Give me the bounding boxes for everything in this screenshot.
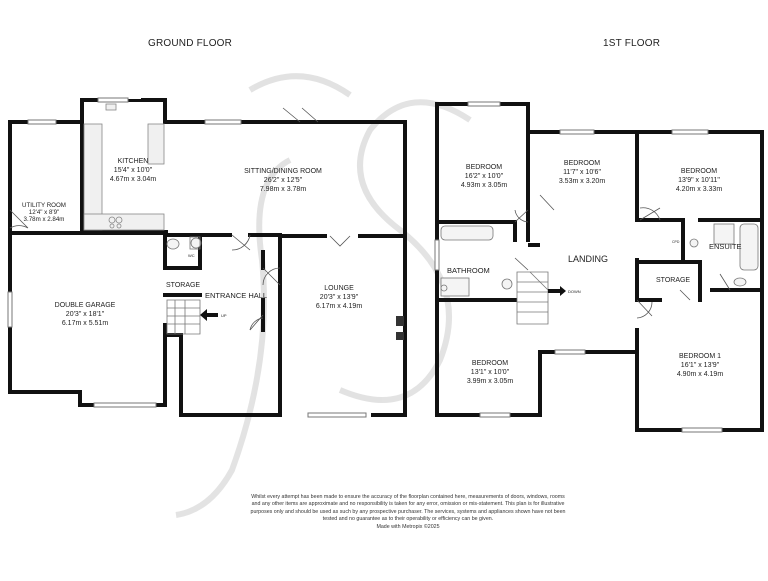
bed-b-metric: 3.53m x 3.20m bbox=[558, 178, 606, 185]
bed-b-name: BEDROOM bbox=[563, 160, 601, 167]
kitchen-imperial: 15'4" x 10'0" bbox=[113, 167, 153, 174]
sitting-name: SITTING/DINING ROOM bbox=[244, 168, 322, 175]
bed-a-metric: 4.93m x 3.05m bbox=[460, 182, 508, 189]
garage-metric: 6.17m x 5.51m bbox=[61, 320, 109, 327]
bed-1-name: BEDROOM 1 bbox=[678, 353, 722, 360]
up-arrow bbox=[200, 309, 218, 321]
utility-name: UTILITY ROOM bbox=[22, 202, 66, 209]
first-floor-stairs bbox=[517, 272, 548, 324]
first-floor-title: 1ST FLOOR bbox=[603, 38, 661, 49]
ensuite-label: ENSUITE bbox=[709, 242, 742, 251]
utility-metric: 3.78m x 2.84m bbox=[23, 216, 65, 223]
ground-floor-windows bbox=[8, 98, 366, 417]
disclaimer-text: Whilst every attempt has been made to ensure the accuracy of the floorplan contained here, measurements of doors, windows, rooms and any other items are approximate and no responsibility is taken for any error, omission or mis-statement. This plan is for illustrative purposes only and should be used as such by any prospective purchaser. The services, systems and appliances shown have not been tested and no guarantee as to their operability or efficiency can be given. bbox=[250, 494, 566, 523]
bathroom-fixtures bbox=[441, 226, 512, 296]
garage-imperial: 20'3" x 18'1" bbox=[65, 311, 105, 318]
storage-ground-label: STORAGE bbox=[166, 282, 201, 289]
lounge-imperial: 20'3" x 13'9" bbox=[319, 294, 359, 301]
credit-text: Made with Metropix ©2025 bbox=[376, 523, 440, 530]
first-floor-doors bbox=[515, 195, 730, 318]
bed-1-imperial: 16'1" x 13'9" bbox=[680, 362, 720, 369]
bed-c-imperial: 13'9" x 10'11" bbox=[678, 177, 720, 184]
bed-a-imperial: 16'2" x 10'0" bbox=[464, 173, 504, 180]
bed-d-imperial: 13'1" x 10'0" bbox=[470, 369, 510, 376]
cupboard-label: CPD bbox=[672, 240, 680, 244]
ground-stairs bbox=[167, 300, 200, 334]
kitchen-name: KITCHEN bbox=[117, 158, 149, 165]
down-label: DOWN bbox=[568, 289, 581, 294]
storage-first-label: STORAGE bbox=[656, 277, 691, 284]
sitting-metric: 7.98m x 3.78m bbox=[259, 186, 307, 193]
bed-b-imperial: 11'7" x 10'6" bbox=[563, 169, 601, 176]
bed-d-name: BEDROOM bbox=[471, 360, 509, 367]
wc-label: WC bbox=[188, 253, 195, 258]
ground-floor-title: GROUND FLOOR bbox=[148, 38, 233, 49]
lounge-name: LOUNGE bbox=[324, 285, 354, 292]
entrance-hall-label: ENTRANCE HALL bbox=[205, 291, 268, 300]
fireplace bbox=[396, 316, 404, 340]
down-arrow bbox=[548, 286, 566, 296]
ground-floor-walls bbox=[10, 98, 405, 415]
landing-label: LANDING bbox=[568, 254, 609, 264]
bed-a-name: BEDROOM bbox=[465, 164, 503, 171]
garage-name: DOUBLE GARAGE bbox=[54, 302, 116, 309]
bed-d-metric: 3.99m x 3.05m bbox=[466, 378, 514, 385]
wc-fixtures bbox=[167, 237, 201, 249]
sitting-imperial: 26'2" x 12'5" bbox=[263, 177, 303, 184]
disclaimer bbox=[248, 494, 568, 531]
bed-c-name: BEDROOM bbox=[680, 168, 718, 175]
bed-1-metric: 4.90m x 4.19m bbox=[676, 371, 724, 378]
utility-imperial: 12'4" x 8'9" bbox=[28, 209, 60, 216]
bathroom-label: BATHROOM bbox=[447, 266, 490, 275]
up-label: UP bbox=[221, 313, 227, 318]
lounge-metric: 6.17m x 4.19m bbox=[315, 303, 363, 310]
bed-c-metric: 4.20m x 3.33m bbox=[675, 186, 723, 193]
kitchen-metric: 4.67m x 3.04m bbox=[109, 176, 157, 183]
